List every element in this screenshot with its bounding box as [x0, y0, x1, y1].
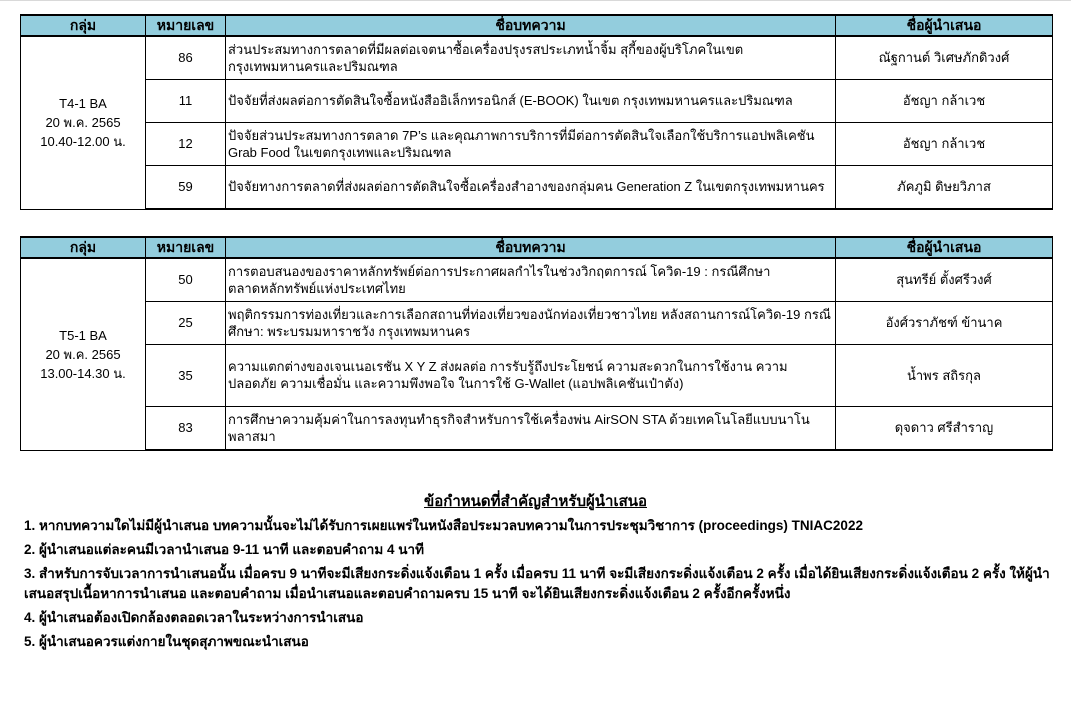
session-code: T5-1 BA: [59, 327, 107, 343]
paper-number: 35: [146, 344, 226, 406]
table-row: [21, 122, 1053, 165]
paper-number: 59: [146, 165, 226, 209]
paper-title: ปัจจัยส่วนประสมทางการตลาด 7P’s และคุณภาพการบริการที่มีต่อการตัดสินใจเลือกใช้บริการแอปพลิเคชัน Grab Food ในเขตกรุงเทพและปริมณฑล: [226, 122, 836, 165]
header-presenter: ชื่อผู้นำเสนอ: [836, 237, 1053, 258]
session-group-cell: [21, 36, 146, 209]
header-group: กลุ่ม: [21, 15, 146, 36]
presenter-name: สุนทรีย์ ตั้งศรีวงศ์: [836, 258, 1053, 301]
presenter-name: ณัฐกานต์ วิเศษภักดิวงศ์: [836, 36, 1053, 79]
session-time: 13.00-14.30 น.: [40, 365, 126, 381]
paper-number: 11: [146, 79, 226, 122]
table-header-row: [21, 15, 1053, 36]
paper-number: 83: [146, 406, 226, 450]
header-presenter: ชื่อผู้นำเสนอ: [836, 15, 1053, 36]
paper-title: ปัจจัยที่ส่งผลต่อการตัดสินใจซื้อหนังสืออิเล็กทรอนิกส์ (E-BOOK) ในเขต กรุงเทพมหานครและปริมณฑล: [226, 79, 836, 122]
table-row: [21, 406, 1053, 450]
presenter-name: ดุจดาว ศรีสำราญ: [836, 406, 1053, 450]
notes-heading: ข้อกำหนดที่สำคัญสำหรับผู้นำเสนอ: [424, 493, 647, 510]
session-time: 10.40-12.00 น.: [40, 134, 126, 150]
session-group-cell: [21, 258, 146, 450]
presenter-name: อัชญา กล้าเวช: [836, 79, 1053, 122]
paper-title: การตอบสนองของราคาหลักทรัพย์ต่อการประกาศผลกำไรในช่วงวิกฤตการณ์ โควิด-19 : กรณีศึกษาตลาดหลักทรัพย์แห่งประเทศไทย: [226, 258, 836, 301]
table-row: [21, 165, 1053, 209]
session-code: T4-1 BA: [59, 96, 107, 112]
table-row: [21, 36, 1053, 79]
paper-number: 12: [146, 122, 226, 165]
presenter-name: อังศ์วราภัชฑ์ ข้านาค: [836, 301, 1053, 344]
note-item: 3. สำหรับการจับเวลาการนำเสนอนั้น เมื่อครบ 9 นาทีจะมีเสียงกระดิ่งแจ้งเตือน 1 ครั้ง เมื่อครบ 11 นาที จะมีเสียงกระดิ่งแจ้งเตือน 2 ครั้ง เมื่อได้ยินเสียงกระดิ่งแจ้งเตือน 2 ครั้ง ให้ผู้นำเสนอสรุปเนื้อหาการนำเสนอ และตอบคำถาม เมื่อนำเสนอและตอบคำถามครบ 15 นาที จะได้ยินเสียงกระดิ่งแจ้งเตือน 2 ครั้งอีกครั้งหนึ่ง: [24, 566, 1050, 601]
table-row: [21, 344, 1053, 406]
note-item: 5. ผู้นำเสนอควรแต่งกายในชุดสุภาพขณะนำเสนอ: [24, 634, 309, 649]
session-table-t5-1: [20, 236, 1053, 451]
paper-title: ความแตกต่างของเจนเนอเรชัน X Y Z ส่งผลต่อ การรับรู้ถึงประโยชน์ ความสะดวกในการใช้งาน ความปลอดภัย ความเชื่อมั่น และความพึงพอใจ ในการใช้ G-Wallet (แอปพลิเคชันเป๋าตัง): [226, 344, 836, 406]
presenter-name: อัชญา กล้าเวช: [836, 122, 1053, 165]
notes-list: [24, 516, 1054, 656]
header-number: หมายเลข: [146, 237, 226, 258]
header-title: ชื่อบทความ: [226, 15, 836, 36]
paper-number: 25: [146, 301, 226, 344]
presenter-name: ภัคภูมิ ดิษยวิภาส: [836, 165, 1053, 209]
header-group: กลุ่ม: [21, 237, 146, 258]
note-item: 1. หากบทความใดไม่มีผู้นำเสนอ บทความนั้นจะไม่ได้รับการเผยแพร่ในหนังสือประมวลบทความในการประชุมวิชาการ (proceedings) TNIAC2022: [24, 518, 863, 533]
table-row: [21, 258, 1053, 301]
session-date: 20 พ.ค. 2565: [45, 115, 121, 131]
paper-title: ปัจจัยทางการตลาดที่ส่งผลต่อการตัดสินใจซื้อเครื่องสำอางของกลุ่มคน Generation Z ในเขตกรุงเทพมหานคร: [226, 165, 836, 209]
paper-title: พฤติกรรมการท่องเที่ยวและการเลือกสถานที่ท่องเที่ยวของนักท่องเที่ยวชาวไทย หลังสถานการณ์โควิด-19 กรณีศึกษา: พระบรมมหาราชวัง กรุงเทพมหานคร: [226, 301, 836, 344]
paper-title: การศึกษาความคุ้มค่าในการลงทุนทำธุรกิจสำหรับการใช้เครื่องพ่น AirSON STA ด้วยเทคโนโลยีแบบนาโนพลาสมา: [226, 406, 836, 450]
note-item: 2. ผู้นำเสนอแต่ละคนมีเวลานำเสนอ 9-11 นาที และตอบคำถาม 4 นาที: [24, 542, 425, 557]
table-row: [21, 79, 1053, 122]
session-date: 20 พ.ค. 2565: [45, 346, 121, 362]
session-table-t4-1: [20, 14, 1053, 210]
note-item: 4. ผู้นำเสนอต้องเปิดกล้องตลอดเวลาในระหว่างการนำเสนอ: [24, 610, 364, 625]
header-number: หมายเลข: [146, 15, 226, 36]
header-title: ชื่อบทความ: [226, 237, 836, 258]
presenter-name: น้ำพร สถิรกุล: [836, 344, 1053, 406]
paper-number: 86: [146, 36, 226, 79]
paper-number: 50: [146, 258, 226, 301]
paper-title: ส่วนประสมทางการตลาดที่มีผลต่อเจตนาซื้อเครื่องปรุงรสประเภทน้ำจิ้ม สุกี้ของผู้บริโภคในเขตกรุงเทพมหานครและปริมณฑล: [226, 36, 836, 79]
top-divider: [0, 0, 1071, 5]
table-header-row: [21, 237, 1053, 258]
table-row: [21, 301, 1053, 344]
